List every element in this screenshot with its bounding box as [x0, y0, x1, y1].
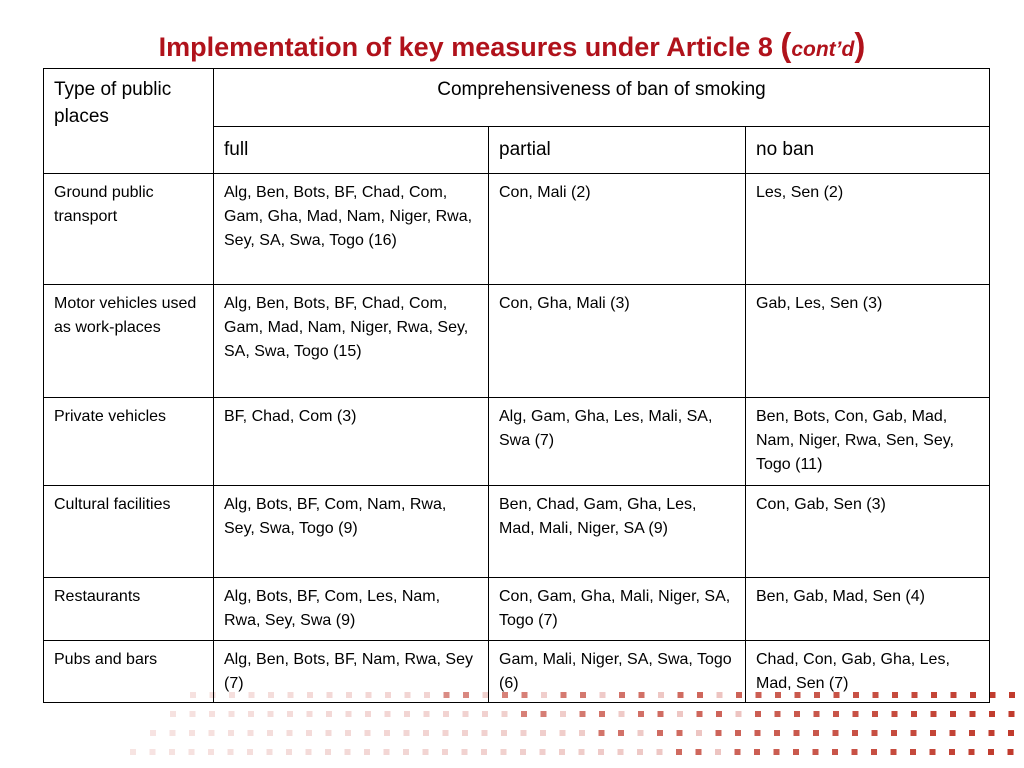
decorative-dot — [599, 711, 605, 717]
decorative-dot — [208, 749, 214, 755]
decorative-dot — [520, 749, 526, 755]
decorative-dot — [325, 749, 331, 755]
place-cell: Cultural facilities — [44, 486, 214, 578]
table-row — [44, 398, 990, 486]
decorative-dot — [794, 711, 800, 717]
decorative-dot — [657, 749, 663, 755]
decorative-dot — [1009, 692, 1015, 698]
decorative-dot — [931, 711, 937, 717]
decorative-dot — [482, 730, 488, 736]
decorative-dot — [872, 730, 878, 736]
decorative-dot — [969, 730, 975, 736]
table-row — [44, 578, 990, 641]
title-close-paren: ) — [854, 26, 866, 63]
decorative-dot — [501, 749, 507, 755]
decorative-dot — [442, 749, 448, 755]
decorative-dot — [736, 711, 742, 717]
decorative-dot — [853, 711, 859, 717]
partial-cell: Alg, Gam, Gha, Les, Mali, SA, Swa (7) — [489, 398, 746, 486]
decorative-dot — [969, 749, 975, 755]
decorative-dot — [988, 749, 994, 755]
decorative-dot — [150, 730, 156, 736]
decorative-dot — [404, 730, 410, 736]
partial-cell: Ben, Chad, Gam, Gha, Les, Mad, Mali, Niger, SA (9) — [489, 486, 746, 578]
decorative-dot — [735, 749, 741, 755]
table-row — [44, 641, 990, 703]
decorative-dot — [774, 730, 780, 736]
decorative-dot — [618, 749, 624, 755]
decorative-dot — [1008, 730, 1014, 736]
decorative-dot — [423, 730, 429, 736]
decorative-dot — [638, 711, 644, 717]
decorative-dot — [892, 711, 898, 717]
decorative-dot — [247, 749, 253, 755]
decorative-dot — [385, 711, 391, 717]
decorative-dot — [989, 711, 995, 717]
decorative-dot — [228, 749, 234, 755]
decorative-dot — [169, 749, 175, 755]
decorative-dot — [403, 749, 409, 755]
decorative-dot — [989, 730, 995, 736]
decorative-dot — [365, 730, 371, 736]
decorative-dot — [248, 711, 254, 717]
decorative-dot — [930, 749, 936, 755]
decorative-dot — [658, 711, 664, 717]
no-ban-cell: Con, Gab, Sen (3) — [746, 486, 990, 578]
decorative-dot — [326, 711, 332, 717]
decorative-dot — [598, 749, 604, 755]
decorative-dot — [170, 711, 176, 717]
decorative-dot — [189, 730, 195, 736]
decorative-dot — [229, 711, 235, 717]
decorative-dot — [579, 749, 585, 755]
table-row — [44, 285, 990, 398]
decorative-dot — [813, 730, 819, 736]
place-cell: Restaurants — [44, 578, 214, 641]
full-cell: Alg, Ben, Bots, BF, Chad, Com, Gam, Mad, Nam, Niger, Rwa, Sey, SA, Swa, Togo (15) — [214, 285, 489, 398]
decorative-dot — [657, 730, 663, 736]
decorative-dot — [345, 730, 351, 736]
decorative-dot — [150, 749, 156, 755]
slide-title — [0, 26, 1024, 69]
decorative-dot — [306, 749, 312, 755]
no-ban-cell: Les, Sen (2) — [746, 174, 990, 285]
decorative-dot — [443, 711, 449, 717]
decorative-dot — [774, 749, 780, 755]
decorative-dot — [696, 749, 702, 755]
decorative-dot — [190, 711, 196, 717]
decorative-dot — [560, 711, 566, 717]
decorative-dot — [833, 730, 839, 736]
decorative-dot — [248, 730, 254, 736]
decorative-dot — [775, 711, 781, 717]
decorative-dot — [618, 730, 624, 736]
no-ban-cell: Ben, Gab, Mad, Sen (4) — [746, 578, 990, 641]
decorative-dot — [619, 711, 625, 717]
decorative-dot — [364, 749, 370, 755]
decorative-dot — [872, 711, 878, 717]
place-cell: Ground public transport — [44, 174, 214, 285]
decorative-dot — [911, 711, 917, 717]
decorative-dot — [463, 711, 469, 717]
decorative-dot — [970, 711, 976, 717]
decorative-dot — [462, 730, 468, 736]
decorative-dot — [306, 730, 312, 736]
decorative-dot — [813, 749, 819, 755]
decorative-dot — [1009, 711, 1015, 717]
partial-cell: Con, Gha, Mali (3) — [489, 285, 746, 398]
title-main: Implementation of key measures under Article 8 — [158, 32, 781, 62]
decorative-dot — [501, 730, 507, 736]
decorative-dot — [267, 749, 273, 755]
decorative-dot — [930, 730, 936, 736]
decorative-dot — [228, 730, 234, 736]
no-ban-cell: Chad, Con, Gab, Gha, Les, Mad, Sen (7) — [746, 641, 990, 703]
decorative-dot — [482, 711, 488, 717]
decorative-dot — [950, 730, 956, 736]
decorative-dot — [384, 749, 390, 755]
subheader-no-ban: no ban — [746, 127, 990, 174]
decorative-dot — [130, 749, 136, 755]
decorative-dot — [481, 749, 487, 755]
decorative-dot — [365, 711, 371, 717]
decorative-dot — [346, 711, 352, 717]
title-contd: cont’d — [791, 38, 855, 61]
decorative-dot — [832, 749, 838, 755]
smoking-ban-table — [43, 68, 990, 703]
decorative-dot — [990, 692, 996, 698]
table-row — [44, 486, 990, 578]
decorative-dot — [540, 749, 546, 755]
full-cell: Alg, Bots, BF, Com, Les, Nam, Rwa, Sey, Swa (9) — [214, 578, 489, 641]
decorative-dot — [286, 749, 292, 755]
full-cell: Alg, Ben, Bots, BF, Chad, Com, Gam, Gha, Mad, Nam, Niger, Rwa, Sey, SA, Swa, Togo (16) — [214, 174, 489, 285]
partial-cell: Con, Gam, Gha, Mali, Niger, SA, Togo (7) — [489, 578, 746, 641]
decorative-dot — [521, 711, 527, 717]
table-header-row — [44, 69, 990, 127]
decorative-dot — [209, 711, 215, 717]
decorative-dot — [793, 749, 799, 755]
decorative-dot — [287, 730, 293, 736]
decorative-dot — [540, 730, 546, 736]
decorative-dot — [891, 730, 897, 736]
partial-cell: Con, Mali (2) — [489, 174, 746, 285]
decorative-dot — [950, 711, 956, 717]
decorative-dot — [521, 730, 527, 736]
decorative-dot — [910, 749, 916, 755]
subheader-partial: partial — [489, 127, 746, 174]
decorative-dot — [559, 749, 565, 755]
decorative-dot — [326, 730, 332, 736]
decorative-dot — [307, 711, 313, 717]
decorative-dot — [814, 711, 820, 717]
table-row — [44, 174, 990, 285]
decorative-dot — [696, 730, 702, 736]
decorative-dot — [209, 730, 215, 736]
decorative-dot — [794, 730, 800, 736]
decorative-dot — [287, 711, 293, 717]
place-cell: Motor vehicles used as work-places — [44, 285, 214, 398]
decorative-dot — [462, 749, 468, 755]
decorative-dot — [541, 711, 547, 717]
decorative-dot — [852, 730, 858, 736]
decorative-dot — [891, 749, 897, 755]
decorative-dot — [716, 730, 722, 736]
decorative-dot — [871, 749, 877, 755]
decorative-dot — [560, 730, 566, 736]
decorative-dot — [345, 749, 351, 755]
decorative-dot — [755, 711, 761, 717]
title-open-paren: ( — [780, 26, 792, 63]
decorative-dot — [754, 749, 760, 755]
place-cell: Pubs and bars — [44, 641, 214, 703]
decorative-dot — [716, 711, 722, 717]
decorative-dot — [949, 749, 955, 755]
decorative-dot — [1008, 749, 1014, 755]
decorative-dot — [677, 711, 683, 717]
place-cell: Private vehicles — [44, 398, 214, 486]
full-cell: Alg, Ben, Bots, BF, Nam, Rwa, Sey (7) — [214, 641, 489, 703]
decorative-dot — [599, 730, 605, 736]
no-ban-cell: Ben, Bots, Con, Gab, Mad, Nam, Niger, Rwa, Sen, Sey, Togo (11) — [746, 398, 990, 486]
decorative-dot — [404, 711, 410, 717]
decorative-dot — [638, 730, 644, 736]
decorative-dot — [268, 711, 274, 717]
decorative-dot — [755, 730, 761, 736]
decorative-dot — [697, 711, 703, 717]
decorative-dot — [502, 711, 508, 717]
decorative-dot — [424, 711, 430, 717]
decorative-dot — [637, 749, 643, 755]
no-ban-cell: Gab, Les, Sen (3) — [746, 285, 990, 398]
decorative-dot — [677, 730, 683, 736]
decorative-dot — [579, 730, 585, 736]
subheader-full: full — [214, 127, 489, 174]
decorative-dot — [911, 730, 917, 736]
partial-cell: Gam, Mali, Niger, SA, Swa, Togo (6) — [489, 641, 746, 703]
decorative-dot — [267, 730, 273, 736]
corner-header-cell: Type of public places — [44, 69, 214, 174]
decorative-dot — [852, 749, 858, 755]
decorative-dot — [423, 749, 429, 755]
decorative-dot — [384, 730, 390, 736]
decorative-dot — [443, 730, 449, 736]
full-cell: BF, Chad, Com (3) — [214, 398, 489, 486]
decorative-dot — [170, 730, 176, 736]
decorative-dot — [676, 749, 682, 755]
decorative-dot — [189, 749, 195, 755]
group-header-cell: Comprehensiveness of ban of smoking — [214, 69, 990, 127]
full-cell: Alg, Bots, BF, Com, Nam, Rwa, Sey, Swa, Togo (9) — [214, 486, 489, 578]
decorative-dot — [833, 711, 839, 717]
decorative-dot — [735, 730, 741, 736]
decorative-dot — [580, 711, 586, 717]
decorative-dot — [715, 749, 721, 755]
